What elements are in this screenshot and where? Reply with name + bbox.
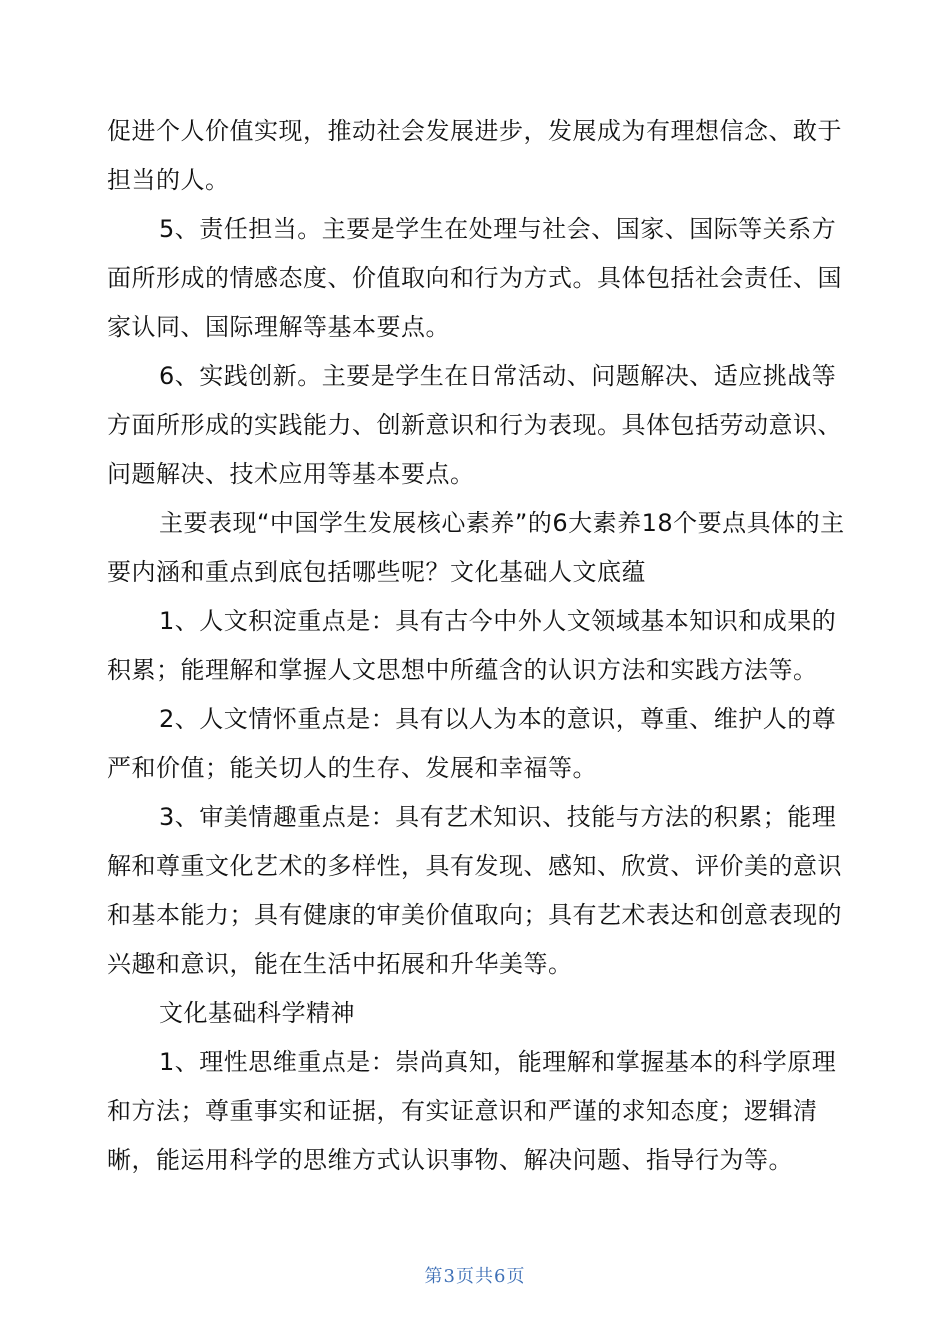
paragraph-humanistic-care: 2、人文情怀重点是：具有以人为本的意识，尊重、维护人的尊严和价值；能关切人的生存、发展和幸福等。 xyxy=(107,705,837,782)
paragraph-humanities-accumulation: 1、人文积淀重点是：具有古今中外人文领域基本知识和成果的积累；能理解和掌握人文思想中所蕴含的认识方法和实践方法等。 xyxy=(107,607,837,684)
paragraph-aesthetic-taste: 3、审美情趣重点是：具有艺术知识、技能与方法的积累；能理解和尊重文化艺术的多样性，具有发现、感知、欣赏、评价美的意识和基本能力；具有健康的审美价值取向；具有艺术表达和创意表现的兴趣和意识，能在生活中拓展和升华美等。 xyxy=(107,803,842,978)
paragraph-responsibility: 5、责任担当。主要是学生在处理与社会、国家、国际等关系方面所形成的情感态度、价值取向和行为方式。具体包括社会责任、国家认同、国际理解等基本要点。 xyxy=(107,215,842,341)
paragraph-practice-innovation: 6、实践创新。主要是学生在日常活动、问题解决、适应挑战等方面所形成的实践能力、创新意识和行为表现。具体包括劳动意识、问题解决、技术应用等基本要点。 xyxy=(107,362,842,488)
page-number-footer: 第3页共6页 xyxy=(424,1266,526,1287)
paragraph-rational-thinking: 1、理性思维重点是：崇尚真知，能理解和掌握基本的科学原理和方法；尊重事实和证据，有实证意识和严谨的求知态度；逻辑清晰，能运用科学的思维方式认识事物、解决问题、指导行为等。 xyxy=(107,1048,837,1174)
document-body xyxy=(107,107,847,1185)
paragraph-intro-culture-humanities: 主要表现“中国学生发展核心素养”的6大素养18个要点具体的主要内涵和重点到底包括哪些呢？文化基础人文底蕴 xyxy=(107,509,845,586)
paragraph-continuation: 促进个人价值实现，推动社会发展进步，发展成为有理想信念、敢于担当的人。 xyxy=(107,117,842,194)
section-heading-scientific-spirit: 文化基础科学精神 xyxy=(159,999,355,1027)
